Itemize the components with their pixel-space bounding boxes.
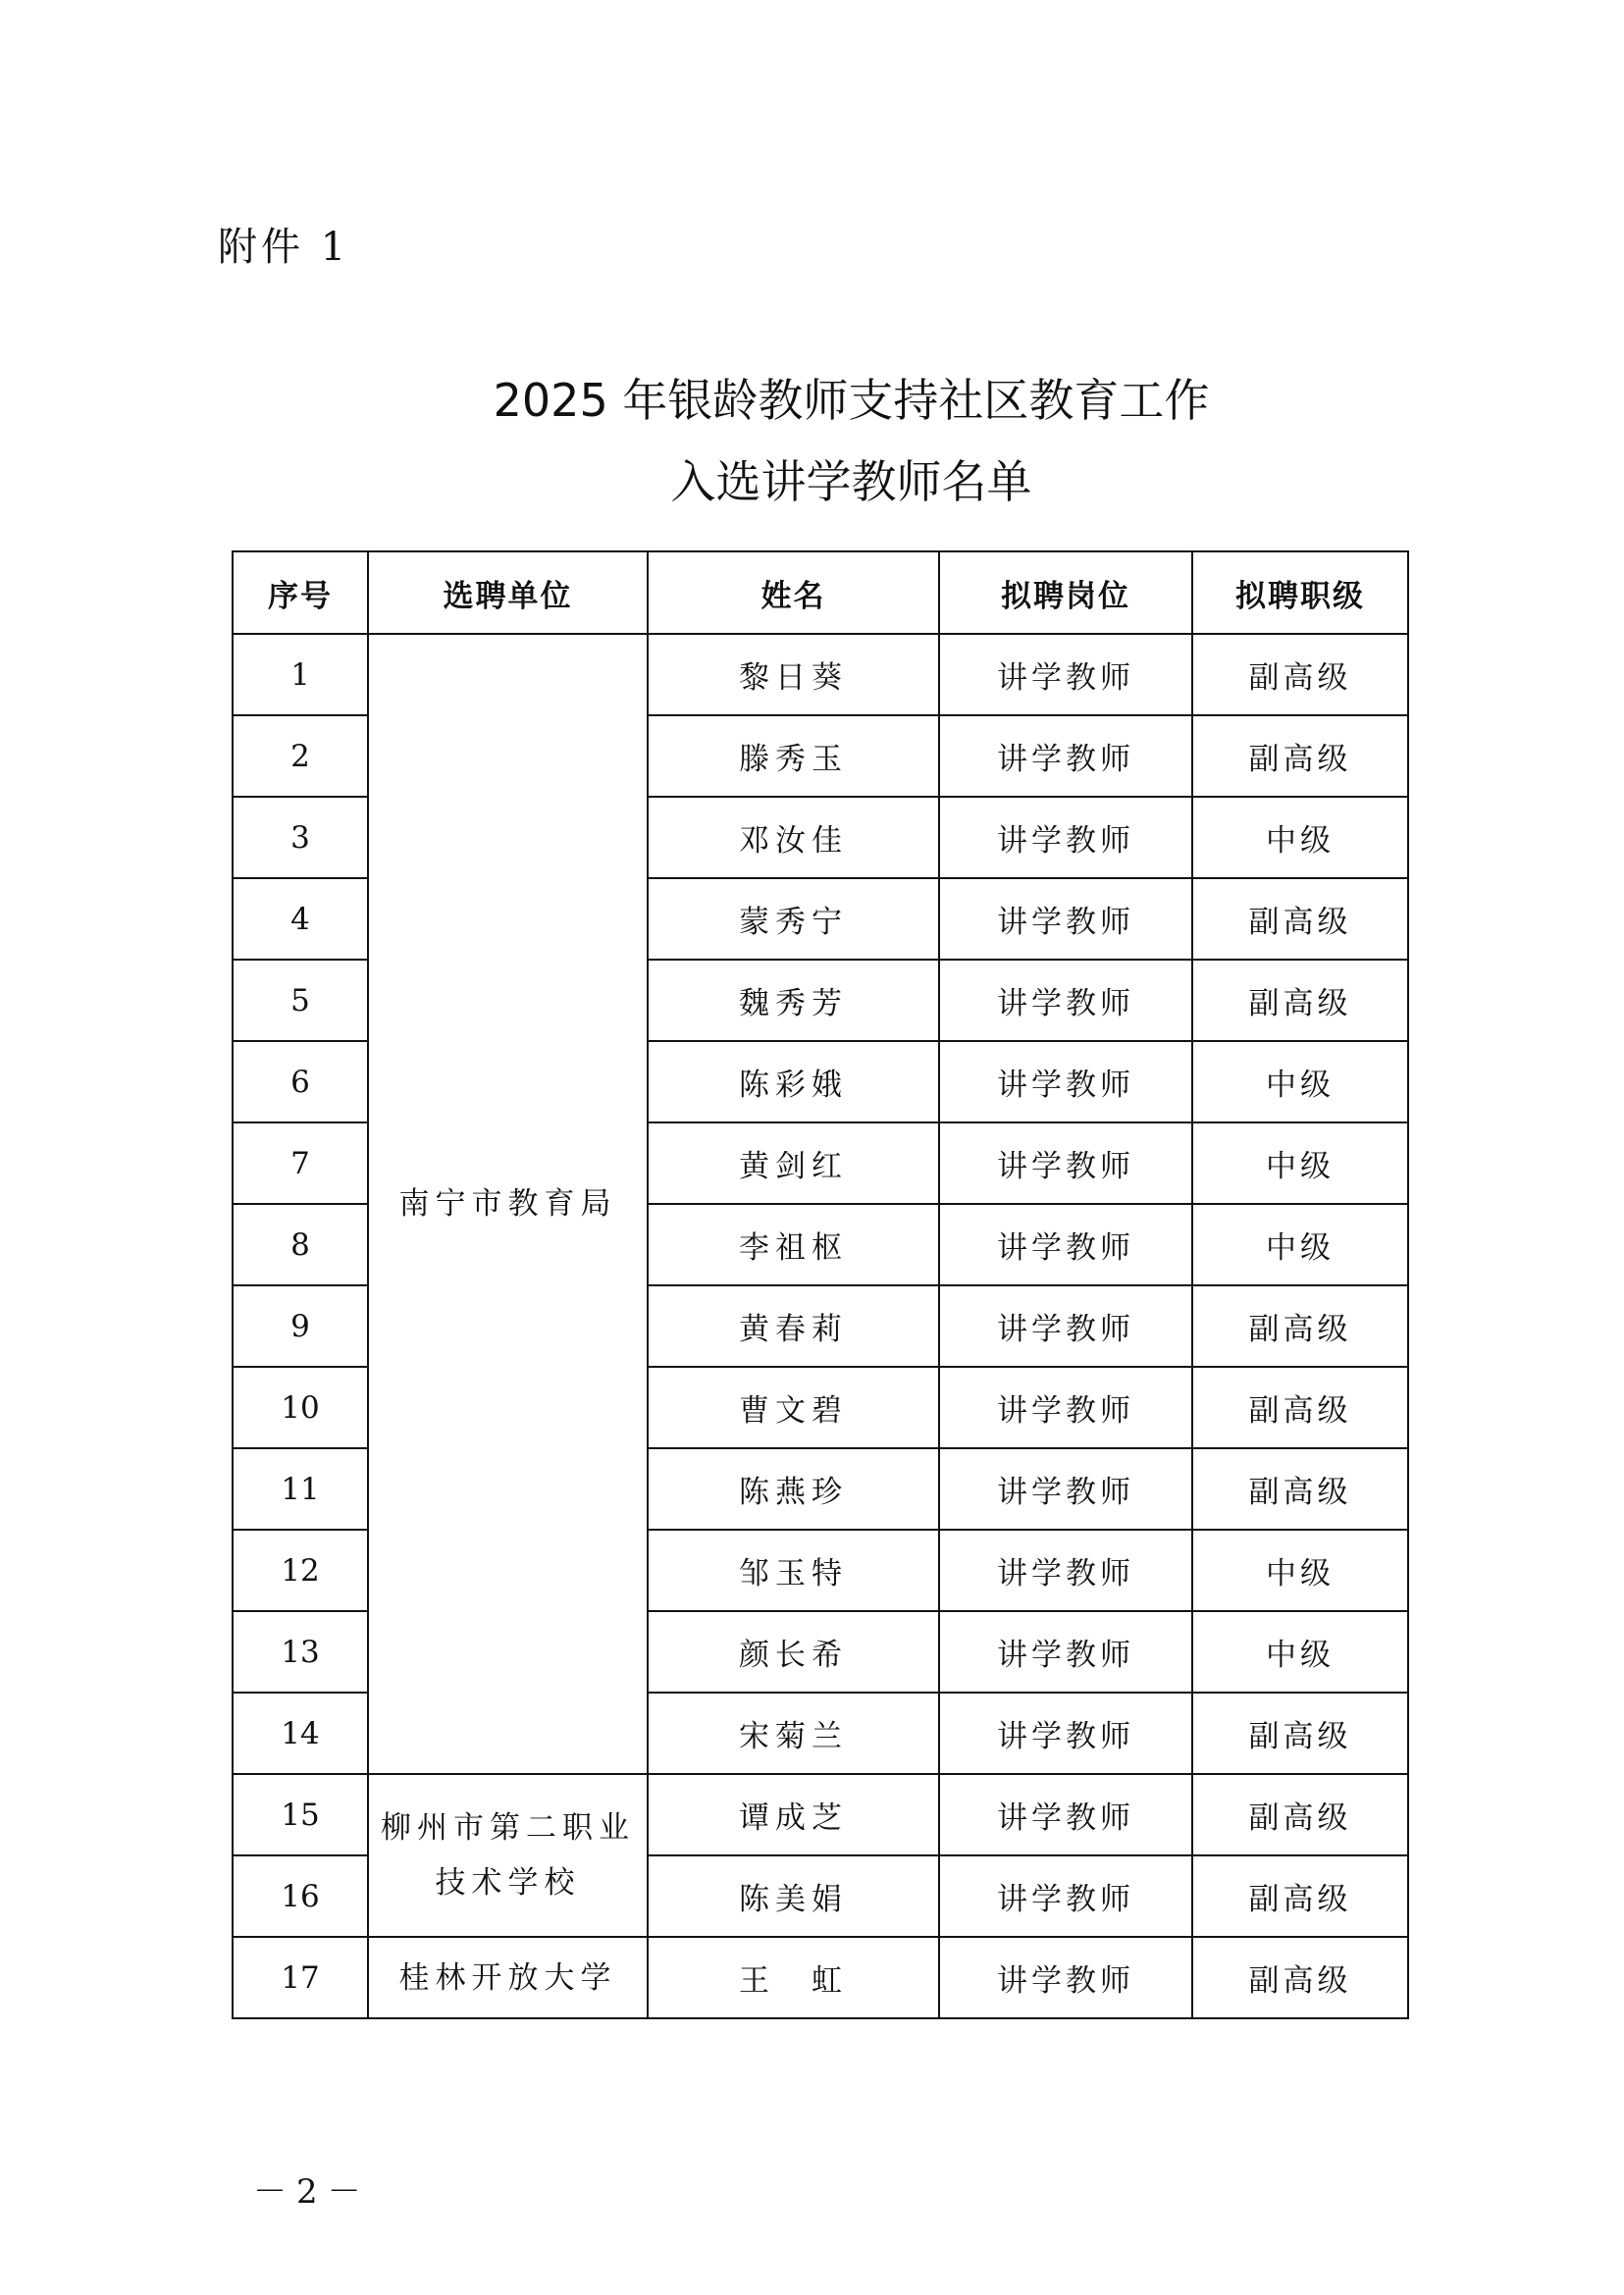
unit-cell: 桂林开放大学 (368, 1937, 648, 2018)
row-seq-cell: 15 (233, 1774, 368, 1855)
grade-cell: 副高级 (1192, 1937, 1408, 2018)
post-cell: 讲学教师 (939, 715, 1192, 797)
grade-cell: 中级 (1192, 1041, 1408, 1122)
teacher-name-cell: 邓汝佳 (648, 797, 939, 878)
teacher-name-cell: 黄剑红 (648, 1122, 939, 1204)
row-seq-cell: 11 (233, 1448, 368, 1530)
grade-cell: 中级 (1192, 797, 1408, 878)
teacher-name-cell: 陈美娟 (648, 1855, 939, 1937)
post-cell: 讲学教师 (939, 1122, 1192, 1204)
teacher-name-cell: 黎日葵 (648, 634, 939, 715)
teacher-roster-table (232, 550, 1409, 2019)
post-cell: 讲学教师 (939, 1530, 1192, 1611)
grade-cell: 副高级 (1192, 1855, 1408, 1937)
row-seq-cell: 2 (233, 715, 368, 797)
document-title-line-2: 入选讲学教师名单 (670, 455, 1032, 508)
post-cell: 讲学教师 (939, 634, 1192, 715)
post-cell: 讲学教师 (939, 1855, 1192, 1937)
grade-cell: 中级 (1192, 1204, 1408, 1285)
row-seq-cell: 12 (233, 1530, 368, 1611)
teacher-name-cell: 王 虹 (648, 1937, 939, 2018)
header-unit: 选聘单位 (368, 551, 648, 634)
post-cell: 讲学教师 (939, 1367, 1192, 1448)
grade-cell: 副高级 (1192, 960, 1408, 1041)
row-seq-cell: 7 (233, 1122, 368, 1204)
teacher-name-cell: 蒙秀宁 (648, 878, 939, 960)
row-seq-cell: 3 (233, 797, 368, 878)
grade-cell: 中级 (1192, 1530, 1408, 1611)
grade-cell: 副高级 (1192, 634, 1408, 715)
teacher-name-cell: 陈燕珍 (648, 1448, 939, 1530)
attachment-label: 附件 1 (218, 225, 350, 270)
grade-cell: 副高级 (1192, 1448, 1408, 1530)
unit-cell: 柳州市第二职业技术学校 (368, 1774, 648, 1937)
post-cell: 讲学教师 (939, 1693, 1192, 1774)
post-cell: 讲学教师 (939, 797, 1192, 878)
teacher-name-cell: 魏秀芳 (648, 960, 939, 1041)
row-seq-cell: 8 (233, 1204, 368, 1285)
table-row (233, 634, 1408, 715)
teacher-name-cell: 宋菊兰 (648, 1693, 939, 1774)
table-body (233, 634, 1408, 2018)
row-seq-cell: 1 (233, 634, 368, 715)
grade-cell: 副高级 (1192, 1693, 1408, 1774)
grade-cell: 副高级 (1192, 1774, 1408, 1855)
row-seq-cell: 10 (233, 1367, 368, 1448)
row-seq-cell: 4 (233, 878, 368, 960)
grade-cell: 副高级 (1192, 715, 1408, 797)
grade-cell: 中级 (1192, 1122, 1408, 1204)
teacher-name-cell: 黄春莉 (648, 1285, 939, 1367)
document-title-line-1: 2025 年银龄教师支持社区教育工作 (493, 374, 1210, 427)
row-seq-cell: 13 (233, 1611, 368, 1693)
header-seq: 序号 (233, 551, 368, 634)
post-cell: 讲学教师 (939, 960, 1192, 1041)
teacher-name-cell: 曹文碧 (648, 1367, 939, 1448)
row-seq-cell: 17 (233, 1937, 368, 2018)
teacher-name-cell: 邹玉特 (648, 1530, 939, 1611)
unit-cell: 南宁市教育局 (368, 634, 648, 1774)
teacher-name-cell: 李祖枢 (648, 1204, 939, 1285)
post-cell: 讲学教师 (939, 1285, 1192, 1367)
table-row (233, 1774, 1408, 1855)
header-row (233, 551, 1408, 634)
post-cell: 讲学教师 (939, 1611, 1192, 1693)
grade-cell: 副高级 (1192, 1285, 1408, 1367)
grade-cell: 副高级 (1192, 878, 1408, 960)
grade-cell: 副高级 (1192, 1367, 1408, 1448)
row-seq-cell: 16 (233, 1855, 368, 1937)
post-cell: 讲学教师 (939, 1204, 1192, 1285)
row-seq-cell: 9 (233, 1285, 368, 1367)
post-cell: 讲学教师 (939, 1937, 1192, 2018)
post-cell: 讲学教师 (939, 1448, 1192, 1530)
teacher-name-cell: 滕秀玉 (648, 715, 939, 797)
teacher-name-cell: 颜长希 (648, 1611, 939, 1693)
table-header (233, 551, 1408, 634)
teacher-name-cell: 谭成芝 (648, 1774, 939, 1855)
row-seq-cell: 6 (233, 1041, 368, 1122)
post-cell: 讲学教师 (939, 1041, 1192, 1122)
page-number: －2－ (253, 2172, 371, 2212)
header-name: 姓名 (648, 551, 939, 634)
row-seq-cell: 14 (233, 1693, 368, 1774)
table-row (233, 1937, 1408, 2018)
post-cell: 讲学教师 (939, 1774, 1192, 1855)
teacher-name-cell: 陈彩娥 (648, 1041, 939, 1122)
header-post: 拟聘岗位 (939, 551, 1192, 634)
post-cell: 讲学教师 (939, 878, 1192, 960)
row-seq-cell: 5 (233, 960, 368, 1041)
header-grade: 拟聘职级 (1192, 551, 1408, 634)
grade-cell: 中级 (1192, 1611, 1408, 1693)
